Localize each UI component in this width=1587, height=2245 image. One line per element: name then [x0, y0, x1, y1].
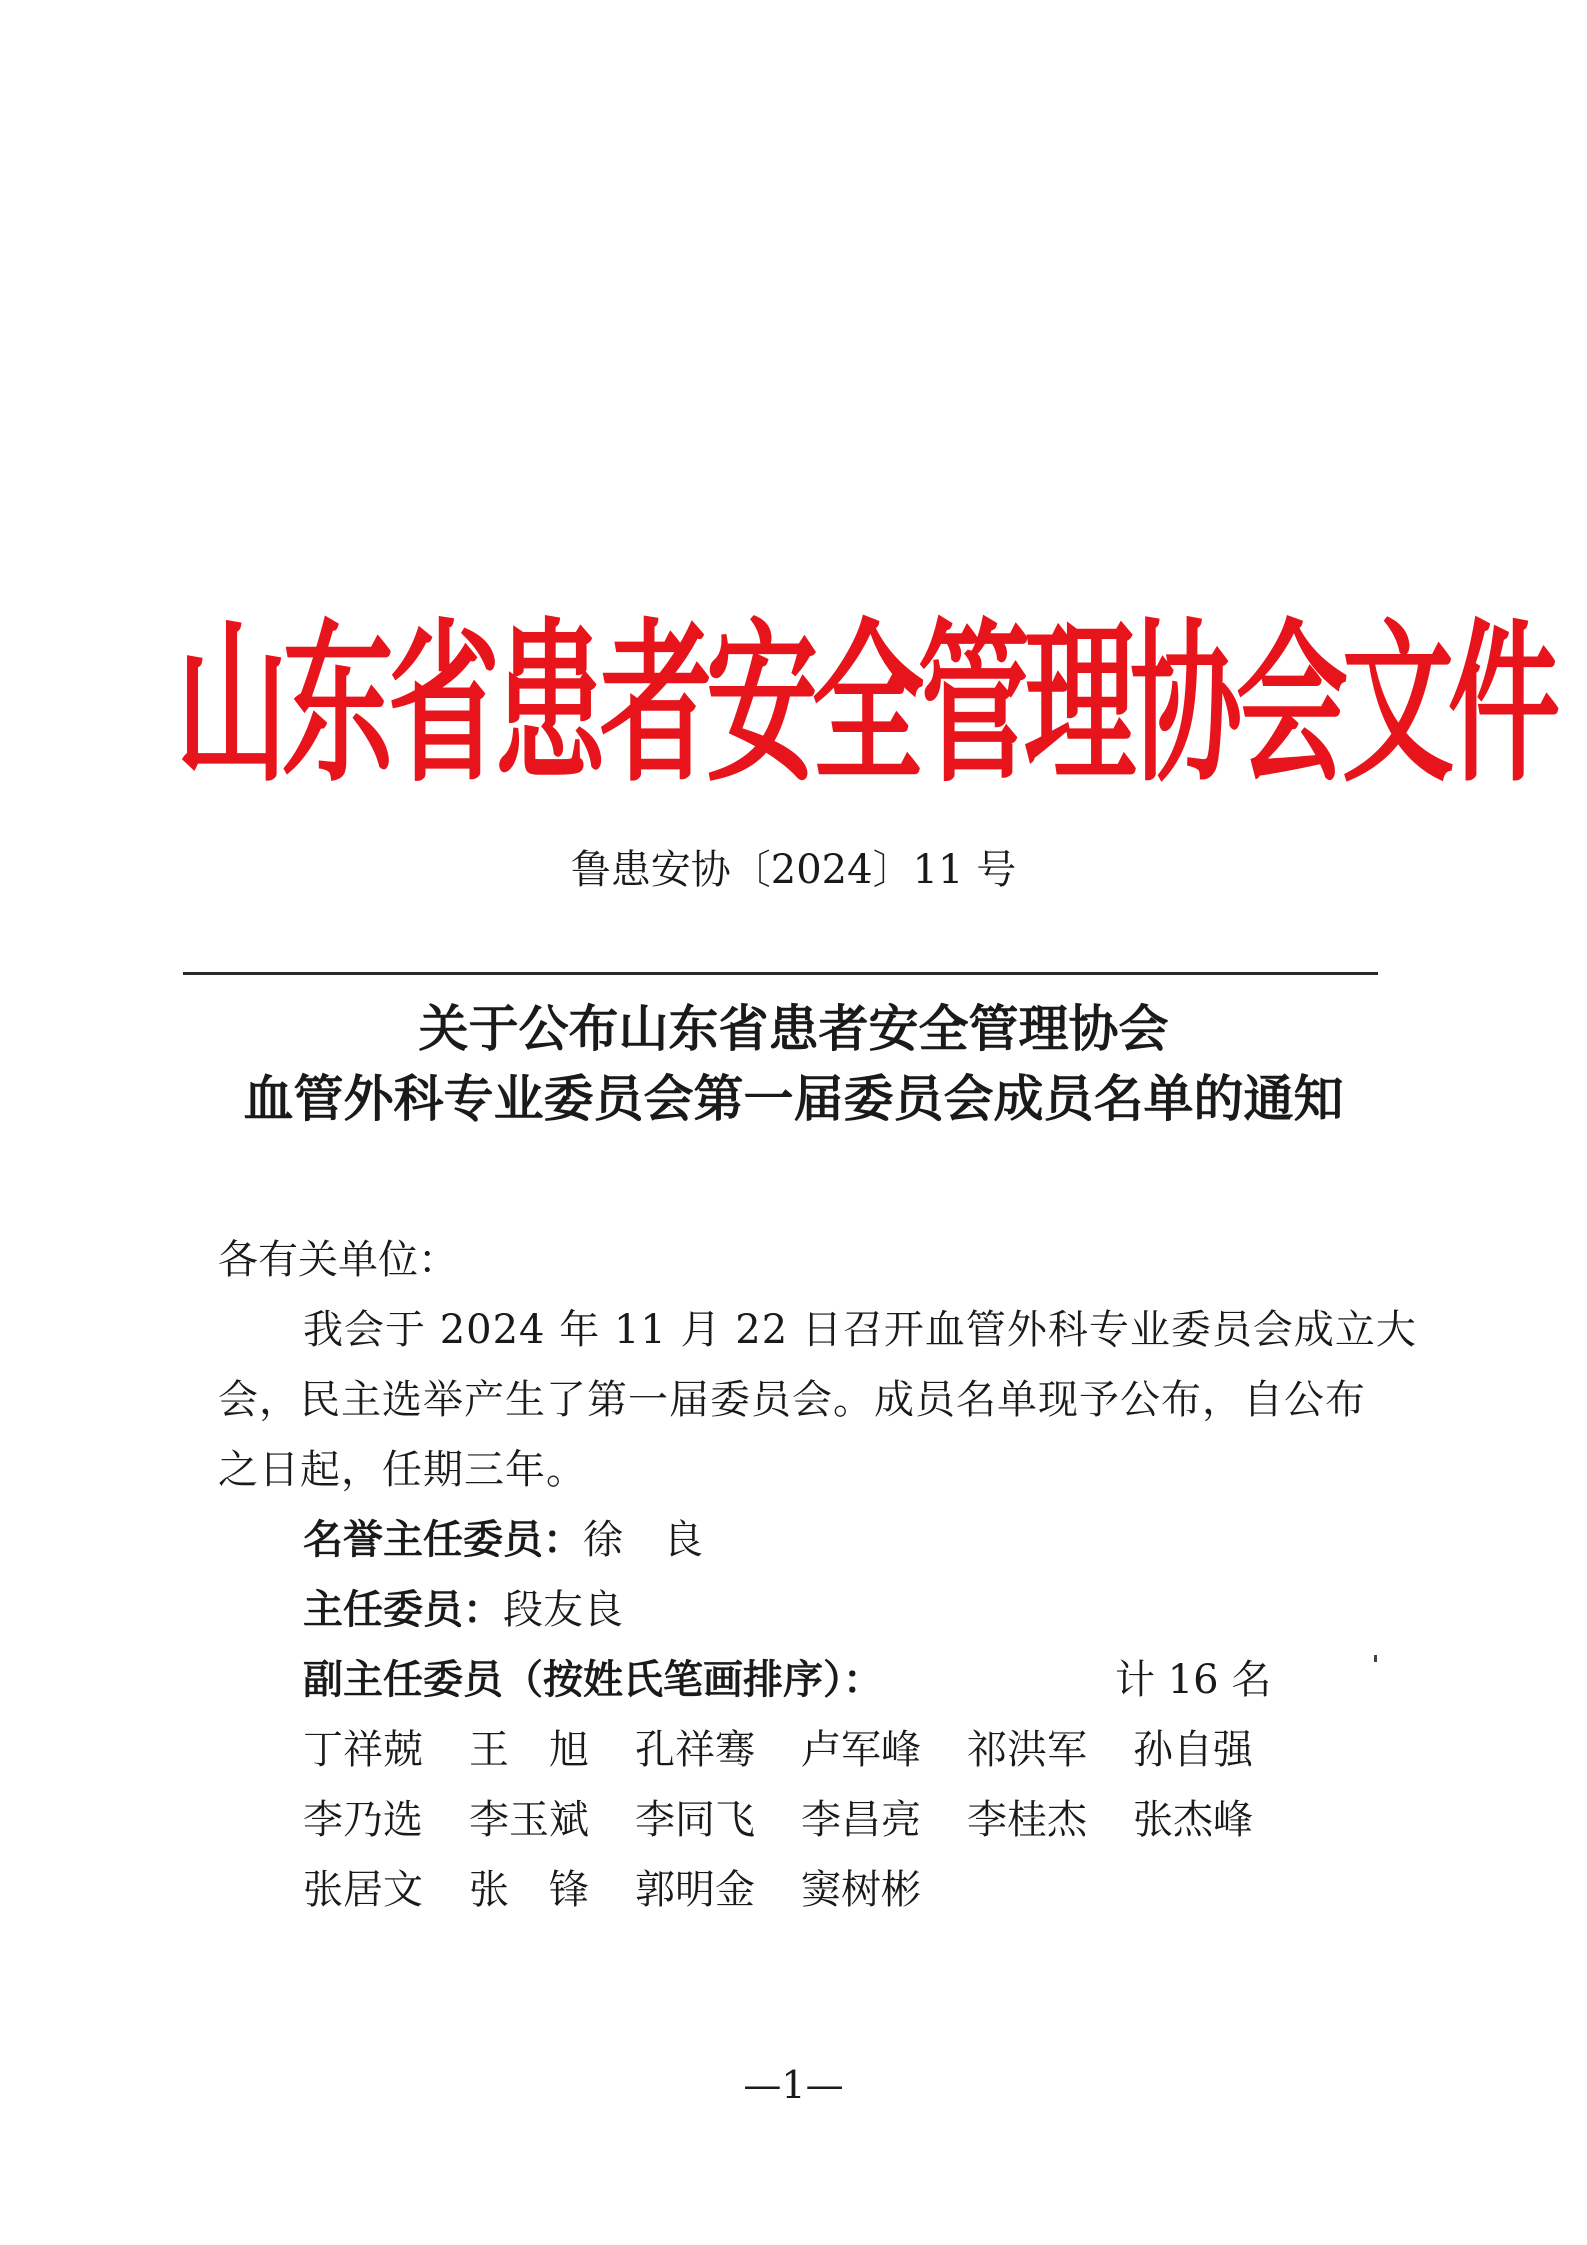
vice-chair-name: 孙自强: [1133, 1727, 1253, 1773]
vice-chair-name: 李昌亮: [801, 1797, 921, 1843]
vice-chair-label: 副主任委员（按姓氏笔画排序）：: [303, 1657, 883, 1703]
vice-chair-name: 卢军峰: [801, 1727, 921, 1773]
vice-chair-name-list: [303, 1725, 1303, 1915]
honorary-chair-line: [303, 1515, 703, 1565]
body-paragraph-line1: 我会于 2024 年 11 月 22 日召开血管外科专业委员会成立大: [303, 1307, 1417, 1353]
vice-chair-name: 张 锋: [469, 1867, 589, 1913]
document-number: 鲁患安协〔2024〕11 号: [570, 847, 1017, 893]
vice-chair-name: 窦树彬: [801, 1867, 921, 1913]
honorary-chair-label: 名誉主任委员：: [303, 1517, 583, 1563]
vice-chair-name: 李同飞: [635, 1797, 755, 1843]
vice-chair-name: 孔祥骞: [635, 1727, 755, 1773]
honorary-chair-name: 徐 良: [583, 1517, 703, 1563]
vice-chair-name: 李桂杰: [967, 1797, 1087, 1843]
notice-title-line2: 血管外科专业委员会第一届委员会成员名单的通知: [243, 1070, 1344, 1128]
vice-chair-name: 李玉斌: [469, 1797, 589, 1843]
vice-chair-name: 王 旭: [469, 1727, 589, 1773]
chair-line: [303, 1585, 623, 1635]
vice-chair-name: 李乃选: [303, 1797, 423, 1843]
vice-chair-name: 张居文: [303, 1867, 423, 1913]
header-divider: [183, 972, 1378, 975]
scan-mark: [1374, 1655, 1377, 1662]
vice-chair-line: [303, 1655, 883, 1705]
body-paragraph-line3: 之日起，任期三年。: [218, 1447, 587, 1493]
page-number: —1—: [743, 2063, 844, 2107]
vice-chair-name: 郭明金: [635, 1867, 755, 1913]
salutation: 各有关单位：: [218, 1237, 458, 1283]
chair-name: 段友良: [503, 1587, 623, 1633]
document-header-title: 山东省患者安全管理协会文件: [176, 604, 1554, 807]
body-paragraph-line2: 会，民主选举产生了第一届委员会。成员名单现予公布，自公布: [218, 1377, 1366, 1423]
vice-chair-count: 计 16 名: [1115, 1657, 1272, 1703]
chair-label: 主任委员：: [303, 1587, 503, 1633]
notice-title-line1: 关于公布山东省患者安全管理协会: [418, 1000, 1169, 1058]
vice-chair-name: 丁祥兢: [303, 1727, 423, 1773]
vice-chair-name: 祁洪军: [967, 1727, 1087, 1773]
vice-chair-name: 张杰峰: [1133, 1797, 1253, 1843]
